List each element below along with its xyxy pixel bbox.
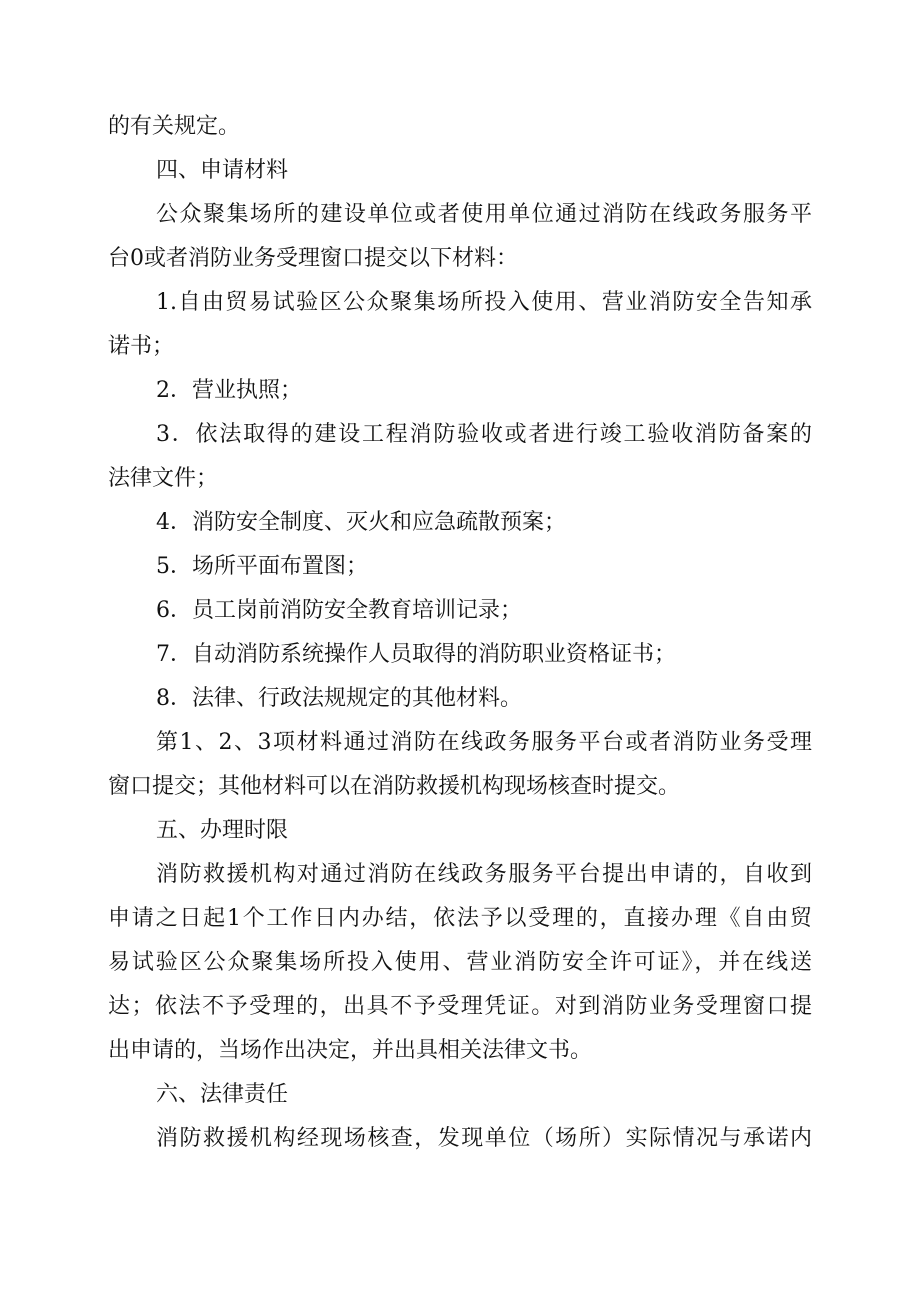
- text-line: 第1、2、3项材料通过消防在线政务服务平台或者消防业务受理: [156, 730, 812, 755]
- list-item: 2．营业执照；: [156, 378, 302, 403]
- text-line: 的有关规定。: [108, 114, 241, 139]
- text-line: 公众聚集场所的建设单位或者使用单位通过消防在线政务服务平: [156, 202, 812, 227]
- list-item: 7．自动消防系统操作人员取得的消防职业资格证书；: [156, 642, 676, 667]
- document-body: [108, 105, 812, 1161]
- text-line: 易试验区公众聚集场所投入使用、营业消防安全许可证》，并在线送: [108, 950, 812, 975]
- text-line: 窗口提交；其他材料可以在消防救援机构现场核查时提交。: [108, 774, 681, 799]
- section-heading: 六、法律责任: [156, 1082, 289, 1107]
- text-line: 消防救援机构经现场核查，发现单位（场所）实际情况与承诺内: [156, 1126, 812, 1151]
- list-item: 4．消防安全制度、灭火和应急疏散预案；: [156, 510, 566, 535]
- text-line: 法律文件；: [108, 466, 219, 491]
- list-item: 6．员工岗前消防安全教育培训记录；: [156, 598, 522, 623]
- list-item: 8．法律、行政法规规定的其他材料。: [156, 686, 522, 711]
- section-heading: 五、办理时限: [156, 818, 289, 843]
- text-line: 台0或者消防业务受理窗口提交以下材料：: [108, 246, 518, 271]
- list-item: 3．依法取得的建设工程消防验收或者进行竣工验收消防备案的: [156, 422, 812, 447]
- list-item: 1.自由贸易试验区公众聚集场所投入使用、营业消防安全告知承: [156, 290, 812, 315]
- text-line: 出申请的，当场作出决定，并出具相关法律文书。: [108, 1038, 593, 1063]
- text-line: 申请之日起1个工作日内办结，依法予以受理的，直接办理《自由贸: [108, 906, 812, 931]
- text-line: 消防救援机构对通过消防在线政务服务平台提出申请的，自收到: [156, 862, 812, 887]
- section-heading: 四、申请材料: [156, 158, 289, 183]
- text-line: 达；依法不予受理的，出具不予受理凭证。对到消防业务受理窗口提: [108, 994, 812, 1019]
- list-item: 5．场所平面布置图；: [156, 554, 368, 579]
- text-line: 诺书；: [108, 334, 175, 359]
